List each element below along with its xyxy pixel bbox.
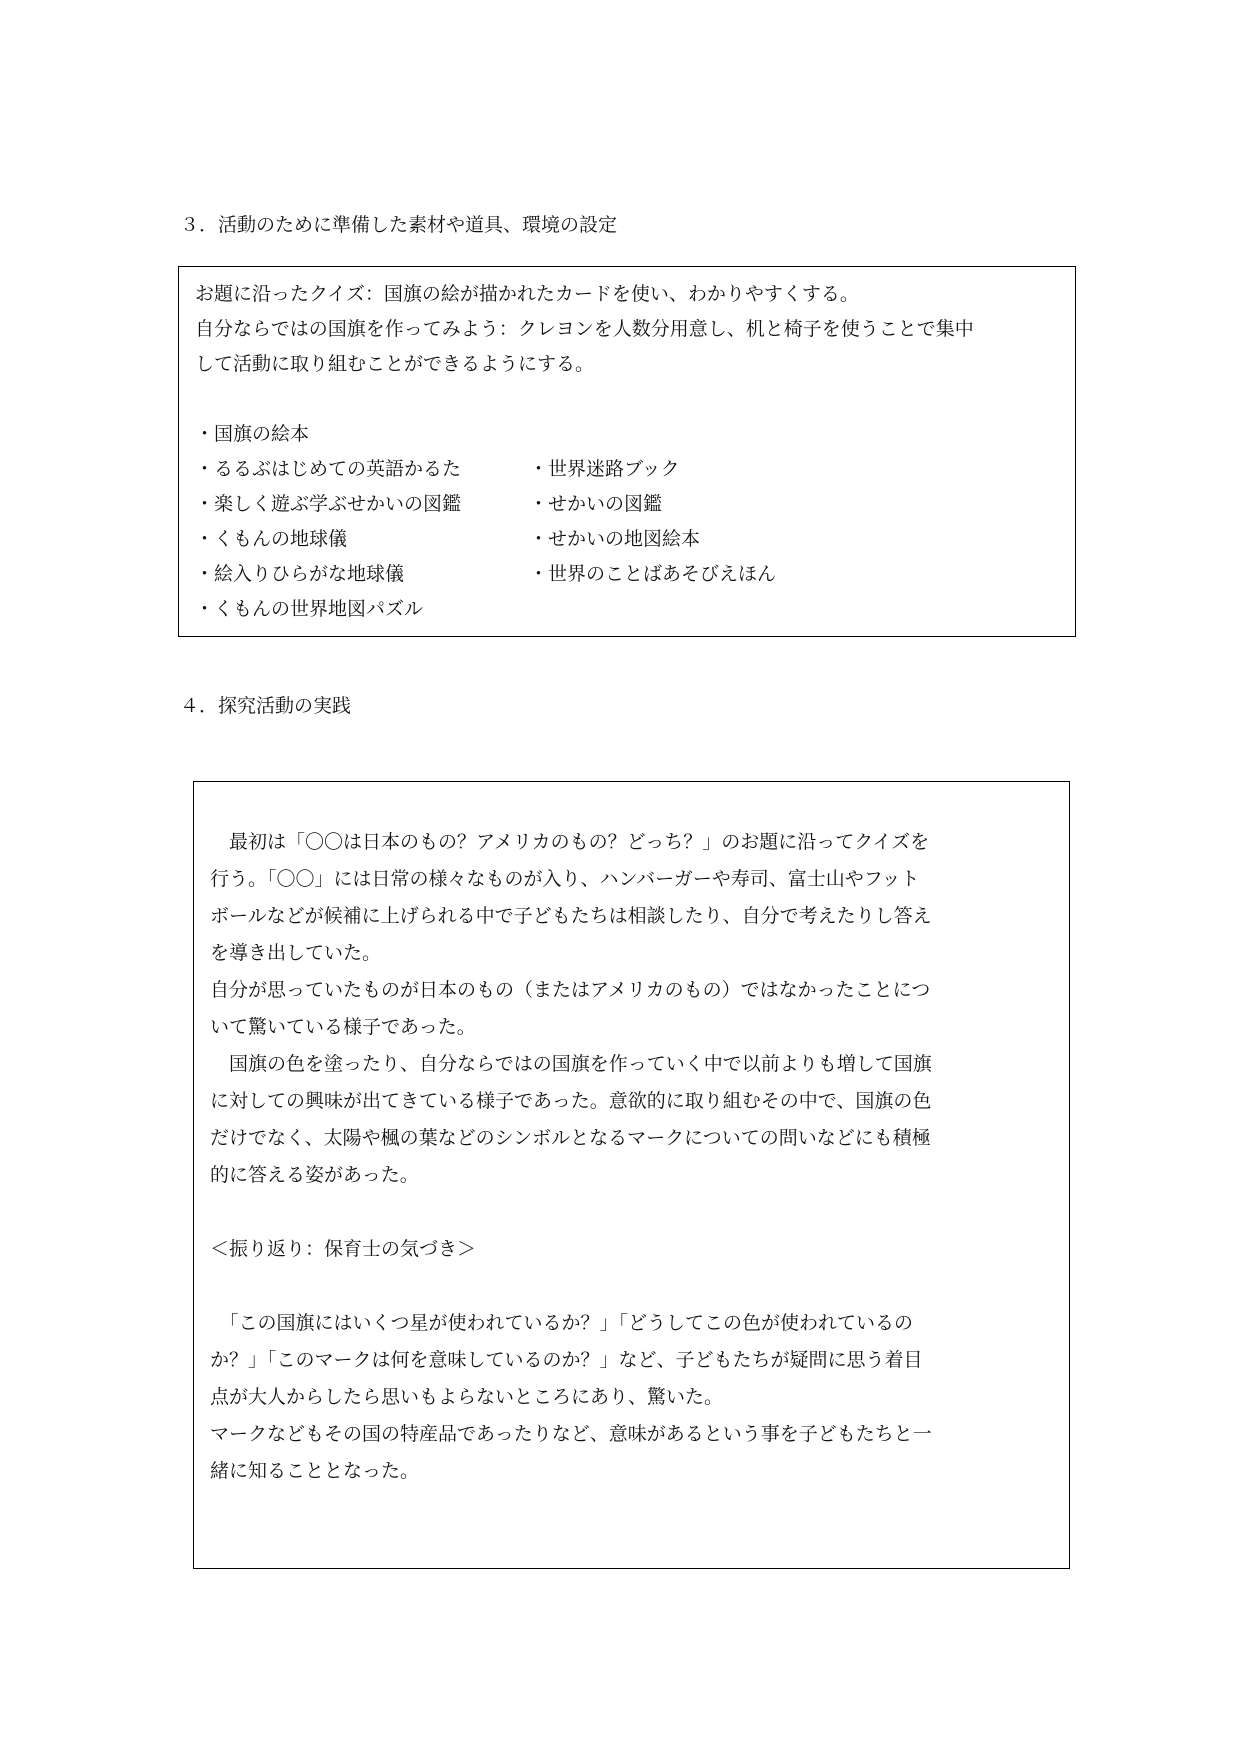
- practice-line: だけでなく、太陽や楓の葉などのシンボルとなるマークについての問いなどにも積極: [210, 1127, 931, 1149]
- blank-line: [195, 382, 1059, 417]
- material-item-empty: [529, 417, 1059, 452]
- practice-line: 最初は「〇〇は日本のもの？アメリカのもの？どっち？」のお題に沿ってクイズを: [210, 831, 930, 853]
- reflection-line: マークなどもその国の特産品であったりなど、意味があるという事を子どもたちと一: [210, 1423, 932, 1445]
- materials-box: [178, 266, 1076, 637]
- blank-line: [210, 1194, 1053, 1231]
- material-item: ・絵入りひらがな地球儀: [195, 563, 405, 585]
- practice-line: に対しての興味が出てきている様子であった。意欲的に取り組むその中で、国旗の色: [210, 1090, 932, 1112]
- reflection-heading: ＜振り返り：保育士の気づき＞: [210, 1238, 477, 1260]
- material-item-empty: [529, 592, 1059, 627]
- blank-line: [210, 1268, 1053, 1305]
- practice-line: 国旗の色を塗ったり、自分ならではの国旗を作っていく中で以前よりも増して国旗: [210, 1053, 932, 1075]
- flag-making-line-1: 自分ならではの国旗を作ってみよう：クレヨンを人数分用意し、机と椅子を使うことで集中: [195, 318, 974, 340]
- material-item: ・楽しく遊ぶ学ぶせかいの図鑑: [195, 493, 462, 515]
- practice-line: いて驚いている様子であった。: [210, 1016, 476, 1038]
- reflection-line: 緒に知ることとなった。: [210, 1460, 420, 1482]
- practice-line: 行う。「〇〇」には日常の様々なものが入り、ハンバーガーや寿司、富士山やフット: [210, 868, 920, 890]
- flag-making-line-2: して活動に取り組むことができるようにする。: [195, 353, 595, 375]
- practice-line: 的に答える姿があった。: [210, 1164, 419, 1186]
- practice-box: [193, 781, 1070, 1569]
- section-3-heading: ３．活動のために準備した素材や道具、環境の設定: [180, 214, 618, 236]
- quiz-material-line: お題に沿ったクイズ：国旗の絵が描かれたカードを使い、わかりやすくする。: [195, 283, 859, 305]
- reflection-line: 「この国旗にはいくつ星が使われているか？」「どうしてこの色が使われているの: [210, 1312, 914, 1334]
- material-item: ・るるぶはじめての英語かるた: [195, 458, 462, 480]
- material-item: ・せかいの地図絵本: [529, 528, 701, 550]
- materials-list: [195, 417, 1059, 627]
- material-item: ・世界のことばあそびえほん: [529, 563, 777, 585]
- material-item: ・せかいの図鑑: [529, 493, 663, 515]
- reflection-line: か？」「このマークは何を意味しているのか？」など、子どもたちが疑問に思う着目: [210, 1349, 923, 1371]
- reflection-line: 点が大人からしたら思いもよらないところにあり、驚いた。: [210, 1386, 724, 1408]
- practice-line: を導き出していた。: [210, 942, 382, 964]
- practice-line: ボールなどが候補に上げられる中で子どもたちは相談したり、自分で考えたりし答え: [210, 905, 932, 927]
- material-item: ・国旗の絵本: [195, 423, 310, 445]
- practice-line: 自分が思っていたものが日本のもの（またはアメリカのもの）ではなかったことにつ: [210, 979, 931, 1001]
- material-item: ・世界迷路ブック: [529, 458, 680, 480]
- material-item: ・くもんの世界地図パズル: [195, 598, 424, 620]
- section-4-heading: ４．探究活動の実践: [180, 695, 352, 717]
- material-item: ・くもんの地球儀: [195, 528, 348, 550]
